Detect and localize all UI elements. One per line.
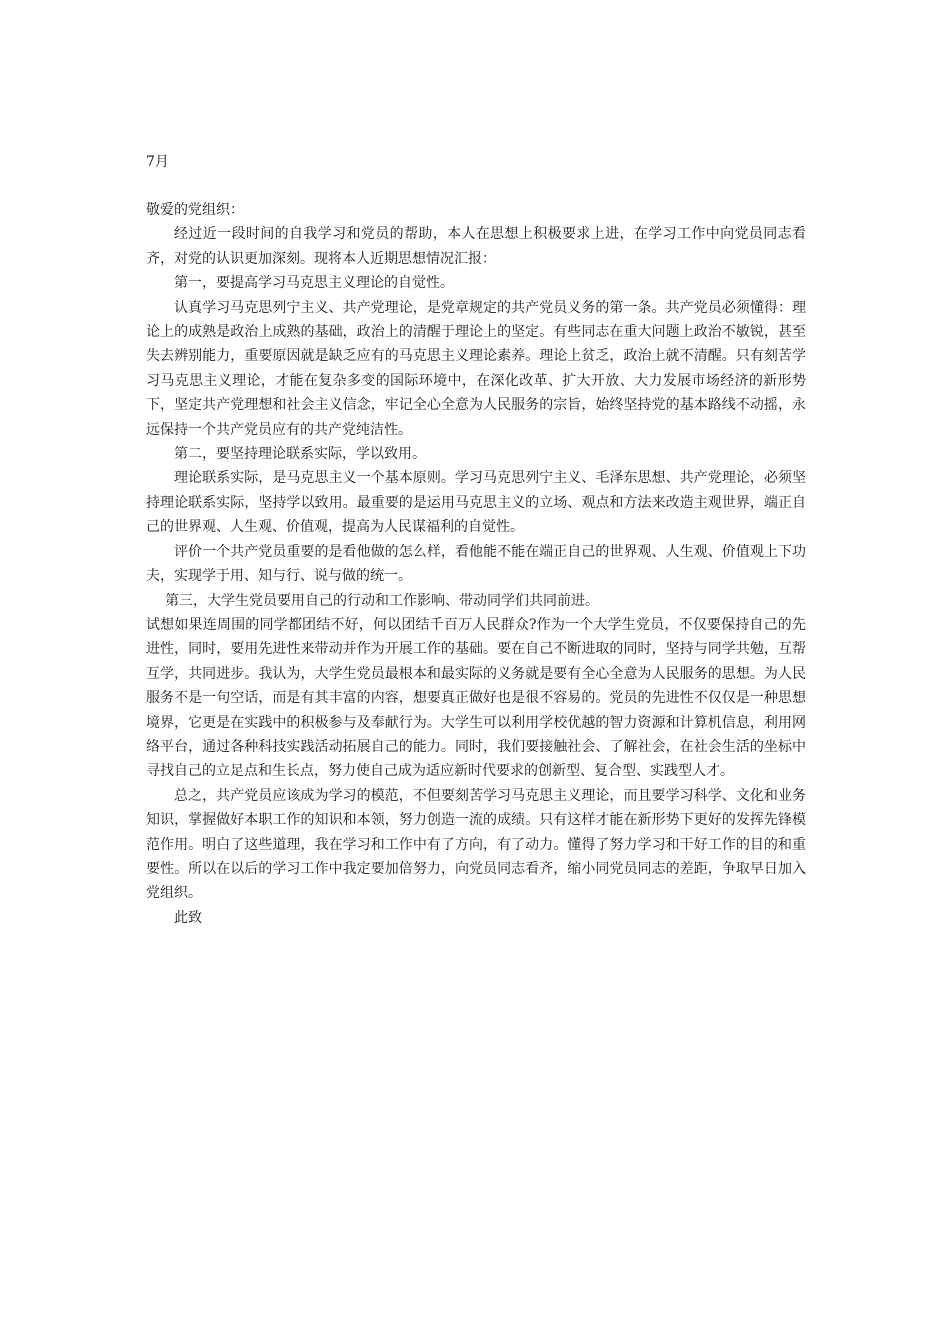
paragraph-conclusion: 总之，共产党员应该成为学习的模范，不但要刻苦学习马克思主义理论，而且要学习科学、文化和业务知识，掌握做好本职工作的知识和本领，努力创造一流的成绩。只有这样才能在新形势下更好的发挥先锋模范作用。明白了这些道理，我在学习和工作中有了方向，有了动力。懂得了努力学习和干好工作的目的和重要性。所以在以后的学习工作中我定要加倍努力，向党员同志看齐，缩小同党员同志的差距，争取早日加入党组织。 <box>146 787 806 902</box>
paragraph-first: 认真学习马克思列宁主义、共产党理论，是党章规定的共产党员义务的第一条。共产党员必须懂得：理论上的成熟是政治上成熟的基础，政治上的清醒于理论上的坚定。有些同志在重大问题上政治不敏锐，甚至失去辨别能力，重要原因就是缺乏应有的马克思主义理论素养。理论上贫乏，政治上就不清醒。只有刻苦学习马克思主义理论，才能在复杂多变的国际环境中，在深化改革、扩大开放、大力发展市场经济的新形势下，坚定共产党理想和社会主义信念，牢记全心全意为人民服务的宗旨，始终坚持党的基本路线不动摇，永远保持一个共产党员应有的共产党纯洁性。 <box>146 299 806 438</box>
salutation: 敬爱的党组织： <box>146 202 244 218</box>
document-date: 7月 <box>146 154 169 170</box>
paragraph-second-evaluation: 评价一个共产党员重要的是看他做的怎么样，看他能不能在端正自己的世界观、人生观、价值观上下功夫，实现学于用、知与行、说与做的统一。 <box>146 543 806 585</box>
heading-second: 第二，要坚持理论联系实际，学以致用。 <box>174 446 426 463</box>
closing: 此致 <box>174 909 202 926</box>
heading-first: 第一，要提高学习马克思主义理论的自觉性。 <box>174 275 454 292</box>
heading-third: 第三，大学生党员要用自己的行动和工作影响、带动同学们共同前进。 <box>165 592 599 609</box>
paragraph-third: 试想如果连周围的同学都团结不好，何以团结千百万人民群众?作为一个大学生党员，不仅要保持自己的先进性，同时，要用先进性来带动并作为开展工作的基础。要在自己不断进取的同时，坚持与同学共勉，互帮互学，共同进步。我认为，大学生党员最根本和最实际的义务就是要有全心全意为人民服务的思想。为人民服务不是一句空话，而是有其丰富的内容，想要真正做好也是很不容易的。党员的先进性不仅仅是一种思想境界，它更是在实践中的积极参与及奉献行为。大学生可以利用学校优越的智力资源和计算机信息，利用网络平台，通过各种科技实践活动拓展自己的能力。同时，我们要接触社会、了解社会，在社会生活的坐标中寻找自己的立足点和生长点，努力使自己成为适应新时代要求的创新型、复合型、实践型人才。 <box>146 616 806 780</box>
document-body <box>146 198 806 930</box>
paragraph-second: 理论联系实际，是马克思主义一个基本原则。学习马克思列宁主义、毛泽东思想、共产党理论，必须坚持理论联系实际，坚持学以致用。最重要的是运用马克思主义的立场、观点和方法来改造主观世界，端正自己的世界观、人生观、价值观，提高为人民谋福利的自觉性。 <box>146 470 806 536</box>
paragraph-intro: 经过近一段时间的自我学习和党员的帮助，本人在思想上积极要求上进，在学习工作中向党员同志看齐，对党的认识更加深刻。现将本人近期思想情况汇报： <box>146 226 806 267</box>
